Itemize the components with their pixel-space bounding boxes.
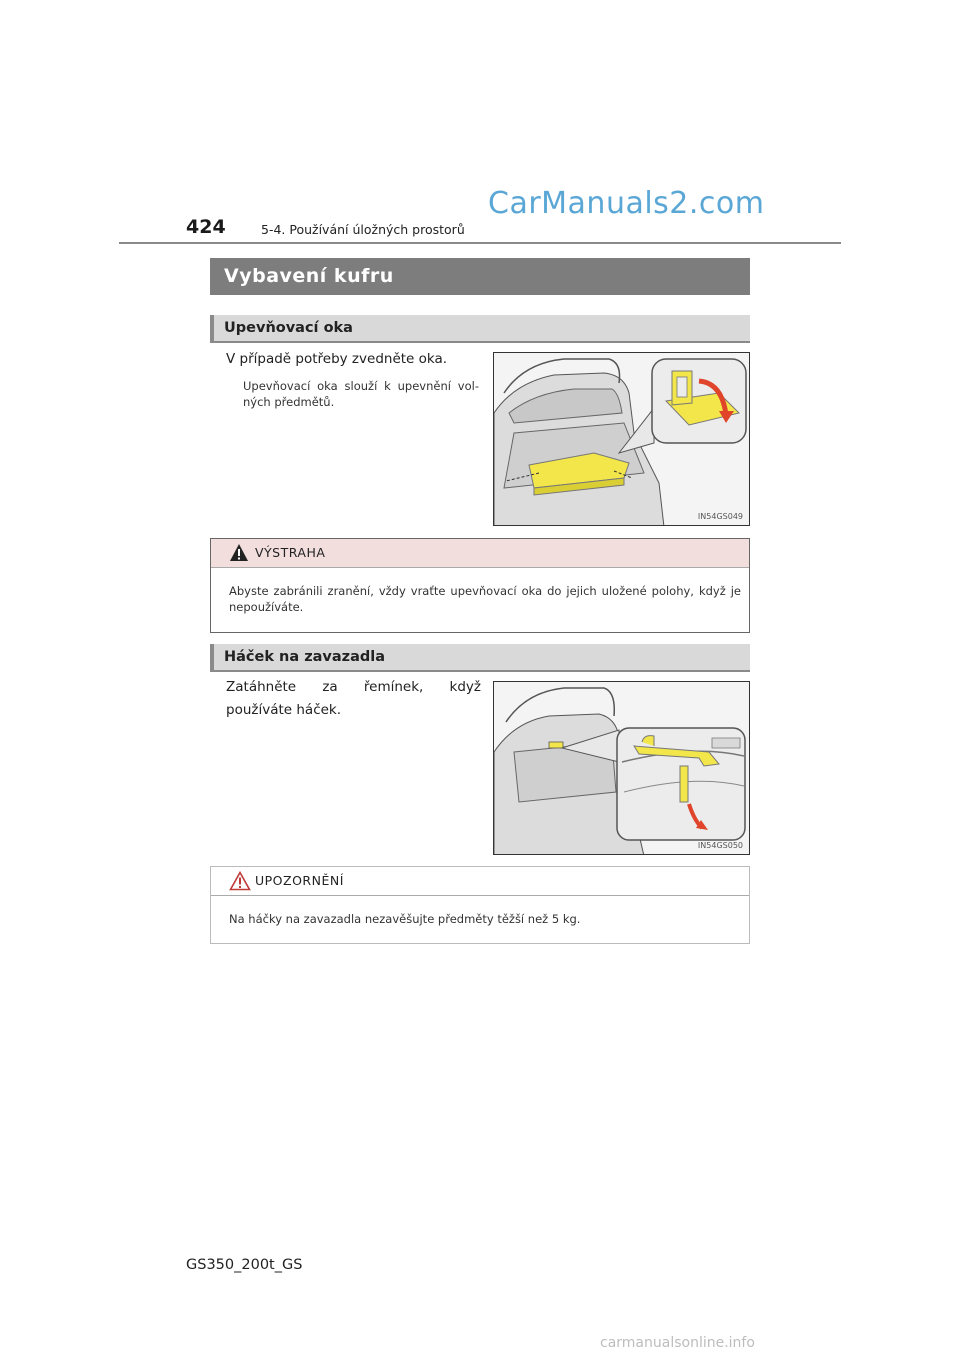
footer-watermark: carmanualsonline.info: [600, 1335, 755, 1351]
caution-header: [211, 867, 749, 896]
page-number: 424: [186, 216, 226, 238]
subheading-accent: [210, 315, 214, 341]
warning-box: [210, 538, 750, 633]
note-tie-down: Upevňovací oka slouží k upevnění vol-ných předmětů.: [243, 379, 479, 409]
subheading-tie-down-eyes: [210, 315, 750, 343]
illustration-code: IN54GS050: [697, 841, 743, 850]
warning-header: [211, 539, 749, 568]
page-title-bar: [210, 258, 750, 295]
trunk-tie-down-drawing: [494, 353, 750, 526]
header-divider: [119, 242, 841, 244]
subheading-label: Upevňovací oka: [224, 320, 353, 336]
illustration-luggage-hook: [493, 681, 750, 855]
subheading-accent: [210, 644, 214, 670]
warning-triangle-icon: [229, 543, 249, 562]
subheading-luggage-hook: [210, 644, 750, 672]
illustration-code: IN54GS049: [697, 512, 743, 521]
subheading-label: Háček na zavazadla: [224, 649, 386, 665]
illustration-tie-down-eyes: [493, 352, 750, 526]
caution-triangle-icon: [229, 871, 251, 891]
caution-box: [210, 866, 750, 944]
instruction-luggage-hook: Zatáhněte za řemínek, když používáte háček.: [226, 679, 481, 718]
section-breadcrumb: 5-4. Používání úložných prostorů: [261, 222, 465, 237]
caution-text: Na háčky na zavazadla nezavěšujte předměty těžší než 5 kg.: [229, 912, 581, 926]
warning-text: Abyste zabránili zranění, vždy vraťte upevňovací oka do jejich uložené polohy, když je nepoužíváte.: [229, 584, 741, 614]
watermark-logo: CarManuals2.com: [488, 186, 765, 221]
page-title: Vybavení kufru: [224, 265, 394, 287]
warning-label: VÝSTRAHA: [255, 545, 326, 560]
trunk-hook-drawing: [494, 682, 750, 855]
footer-model-code: GS350_200t_GS: [186, 1257, 303, 1273]
instruction-tie-down: V případě potřeby zvedněte oka.: [226, 351, 448, 367]
caution-label: UPOZORNĚNÍ: [255, 873, 344, 888]
